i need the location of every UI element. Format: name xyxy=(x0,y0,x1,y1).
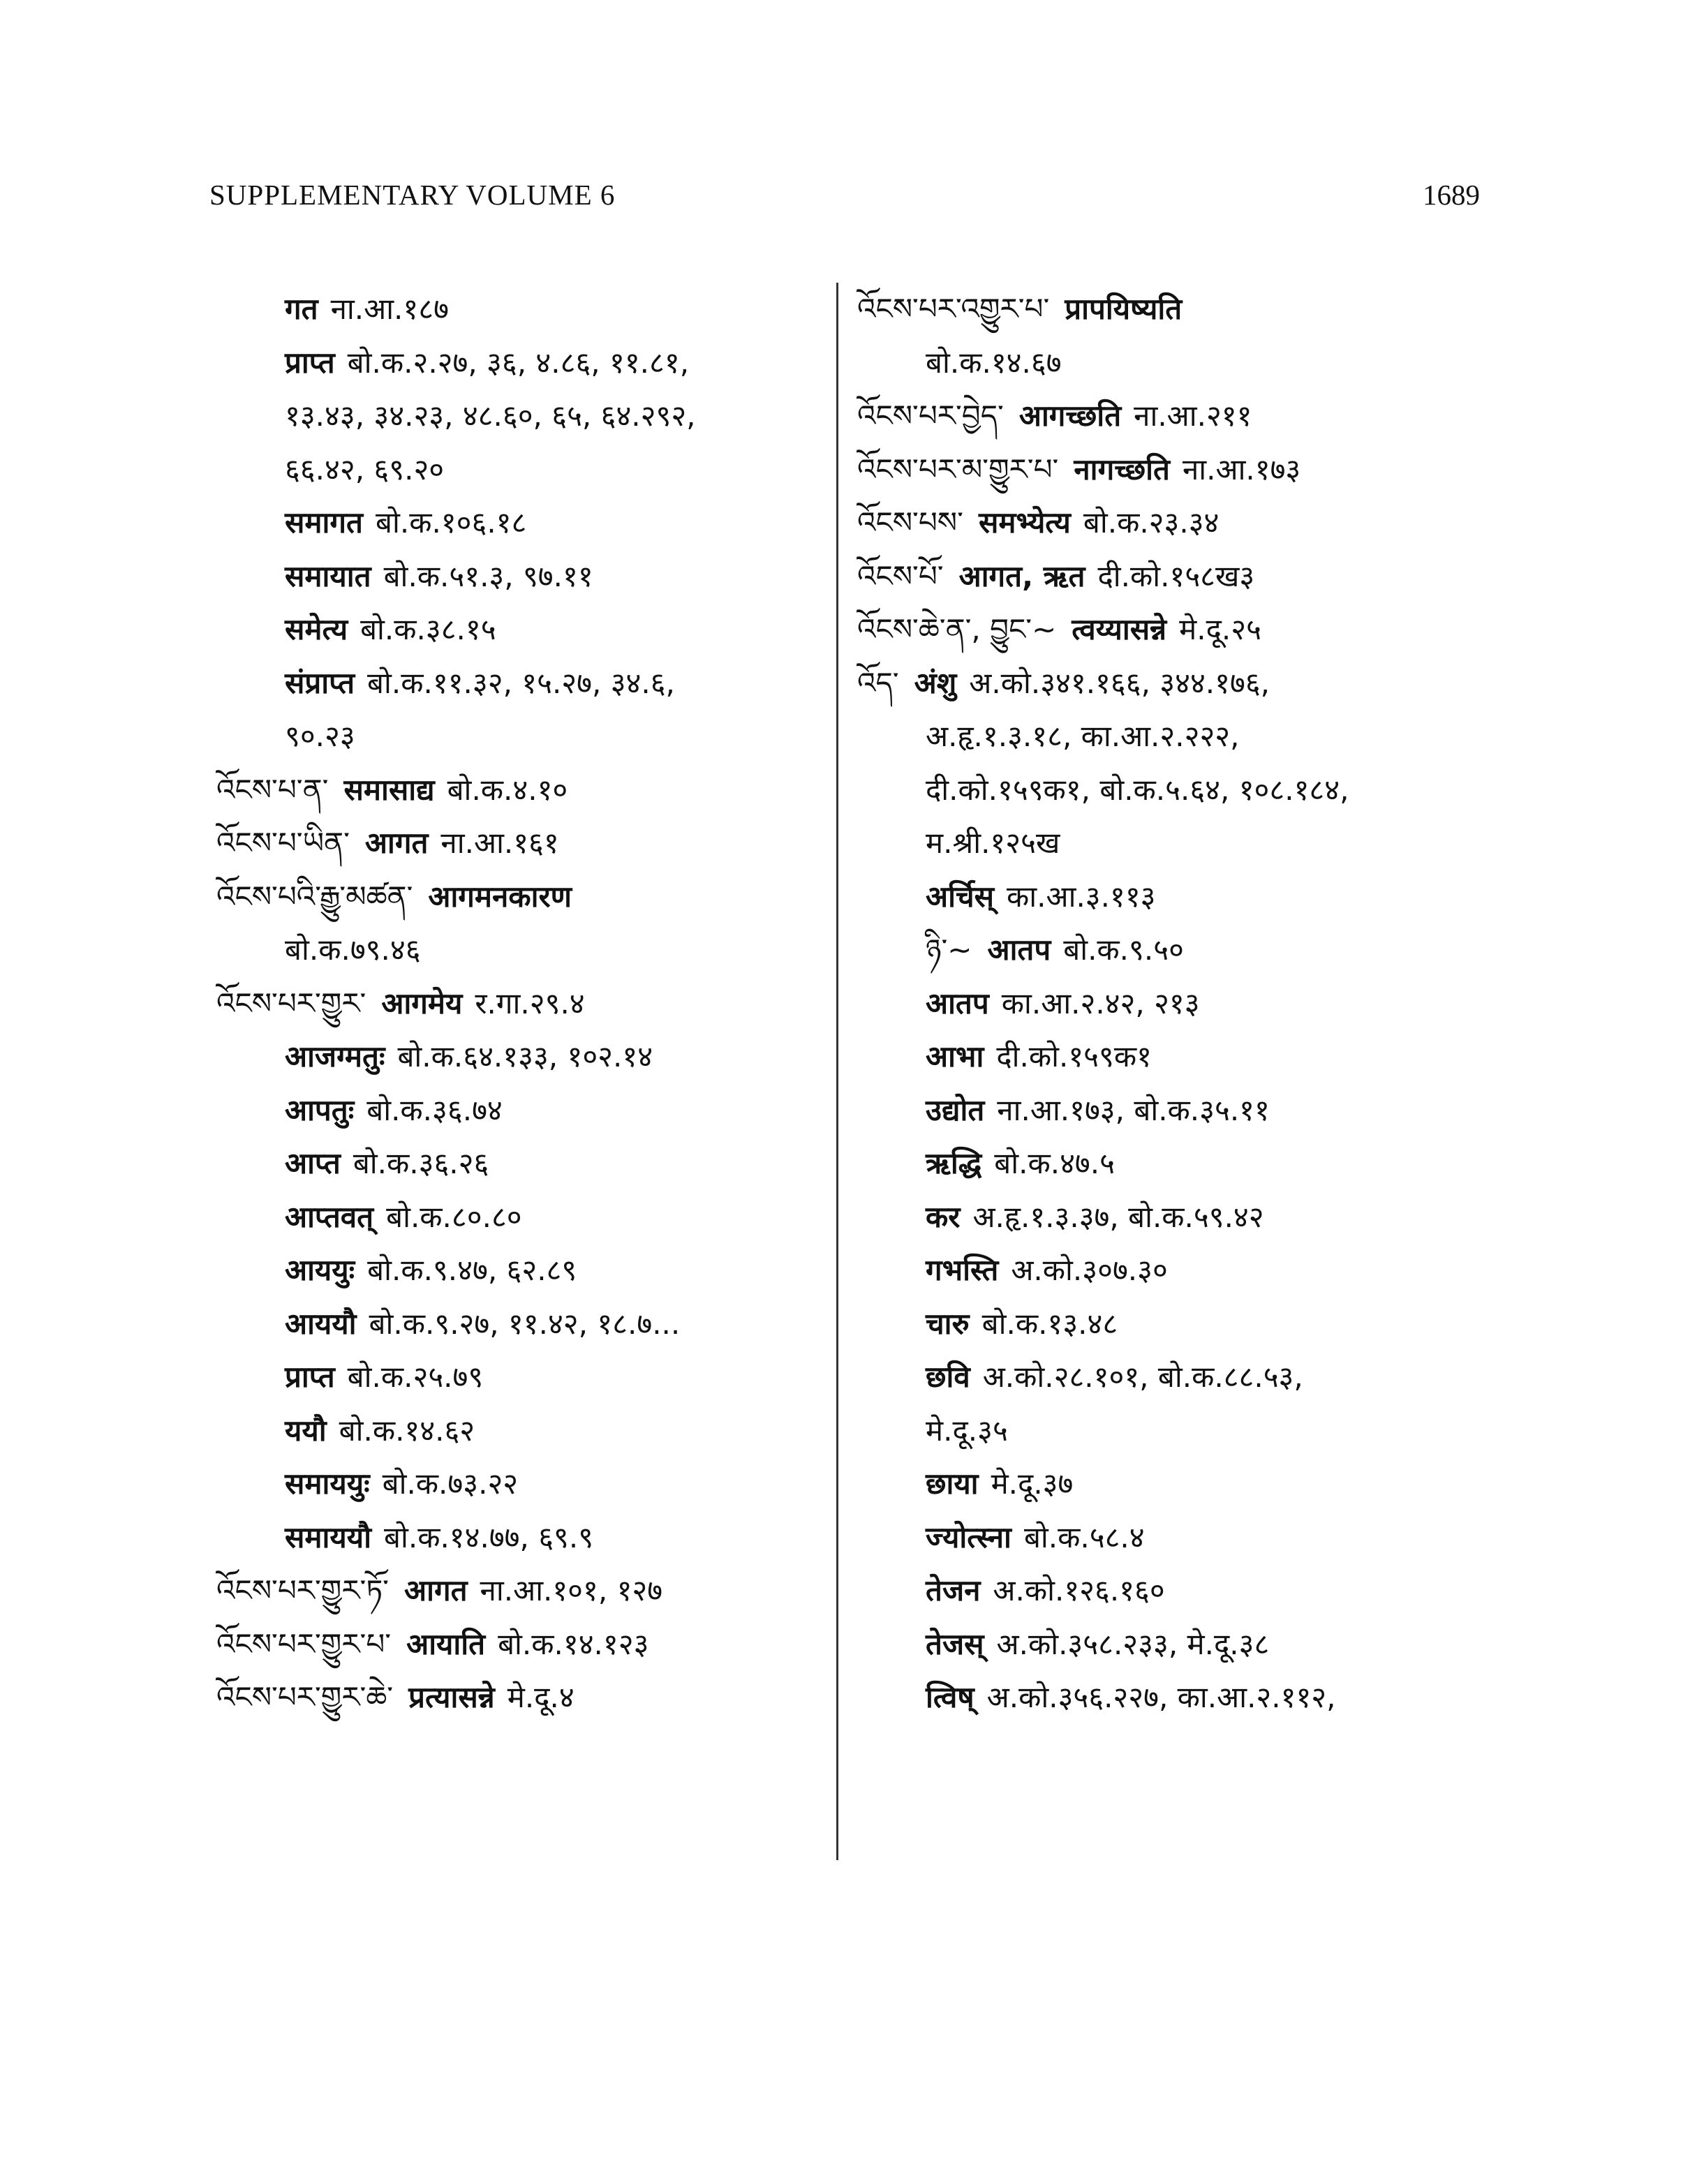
dictionary-entry xyxy=(216,1030,824,1084)
page-header xyxy=(209,178,1480,227)
source-reference: अ.को.३४१.१६६, ३४४.१७६, xyxy=(969,665,1270,700)
sanskrit-headword: तेजस् xyxy=(926,1626,984,1661)
dictionary-entry xyxy=(216,1511,824,1565)
source-reference: ना.आ.१६१ xyxy=(440,826,559,860)
tibetan-term: འོད་ xyxy=(857,665,899,700)
sanskrit-headword: ज्योत्स्ना xyxy=(926,1520,1011,1554)
dictionary-entry xyxy=(216,1404,824,1458)
tibetan-term: འོངས་པར་འགྱུར་པ་ xyxy=(857,292,1050,326)
source-reference: अ.को.२८.१०१, बो.क.८८.५३, xyxy=(982,1360,1303,1394)
dictionary-entry xyxy=(857,496,1485,550)
source-reference: बो.क.९.५० xyxy=(1063,933,1184,967)
source-reference: का.आ.३.११३ xyxy=(1007,879,1156,914)
dictionary-entry xyxy=(216,1137,824,1191)
source-reference: बो.क.९.२७, ११.४२, १८.७... xyxy=(369,1306,681,1341)
source-reference: अ.हृ.१.३.१८, का.आ.२.२२२, xyxy=(926,719,1240,753)
sanskrit-headword: त्विष् xyxy=(926,1680,974,1714)
column-divider xyxy=(836,283,838,1860)
dictionary-entry xyxy=(216,550,824,604)
sanskrit-headword: आययुः xyxy=(285,1253,355,1287)
dictionary-entry xyxy=(216,870,824,924)
source-reference: अ.को.३०७.३० xyxy=(1011,1253,1168,1287)
tibetan-term: འོངས་པ་ན་ xyxy=(216,772,329,807)
dictionary-entry xyxy=(857,977,1485,1031)
source-reference: बो.क.११.३२, १५.२७, ३४.६, xyxy=(367,665,675,700)
dictionary-entry xyxy=(216,764,824,817)
source-reference: बो.क.१०६.१८ xyxy=(375,505,527,540)
dictionary-entry xyxy=(216,389,824,443)
dictionary-entry xyxy=(216,1564,824,1618)
sanskrit-headword: ययौ xyxy=(285,1413,327,1448)
source-reference: ना.आ.१०१, १२७ xyxy=(480,1573,663,1607)
sanskrit-headword: प्रापयिष्यति xyxy=(1065,292,1183,326)
source-reference: बो.क.३८.१५ xyxy=(360,612,496,646)
sanskrit-headword: आप्त xyxy=(285,1146,341,1180)
dictionary-entry xyxy=(216,283,824,336)
source-reference: बो.क.६४.१३३, १०२.१४ xyxy=(397,1039,653,1074)
source-reference: दी.को.१५८ख३ xyxy=(1097,558,1255,593)
sanskrit-headword: गत xyxy=(285,292,318,326)
dictionary-entry xyxy=(857,923,1485,977)
source-reference: दी.को.१५९क१ xyxy=(996,1039,1152,1074)
source-reference: बो.क.८०.८० xyxy=(386,1199,522,1234)
sanskrit-headword: अर्चिस् xyxy=(926,879,995,914)
sanskrit-headword: आगच्छति xyxy=(1018,399,1122,433)
sanskrit-headword: आगमनकारण xyxy=(428,879,572,914)
sanskrit-headword: संप्राप्त xyxy=(285,665,355,700)
sanskrit-headword: आयाति xyxy=(406,1626,486,1661)
sanskrit-headword: आपतुः xyxy=(285,1092,355,1127)
dictionary-entry xyxy=(216,657,824,711)
tibetan-term: འོངས་པའི་རྒྱུ་མཚན་ xyxy=(216,879,413,914)
source-reference: दी.को.१५९क१, बो.क.५.६४, १०८.१८४, xyxy=(926,772,1349,807)
sanskrit-headword: आतप xyxy=(926,986,989,1020)
dictionary-entry xyxy=(857,550,1485,604)
sanskrit-headword: समाययौ xyxy=(285,1520,371,1554)
tibetan-term: འོངས་པར་གྱུར་ཏོ་ xyxy=(216,1573,390,1607)
dictionary-entry xyxy=(857,657,1485,711)
sanskrit-headword: समासाद्य xyxy=(343,772,435,807)
sanskrit-headword: आतप xyxy=(987,933,1051,967)
sanskrit-headword: आगत xyxy=(404,1573,468,1607)
source-reference: बो.क.३६.२६ xyxy=(353,1146,489,1180)
dictionary-entry xyxy=(216,1457,824,1511)
dictionary-entry xyxy=(857,764,1485,817)
source-reference: बो.क.७९.४६ xyxy=(285,933,421,967)
dictionary-entry xyxy=(857,1457,1485,1511)
sanskrit-headword: उद्योत xyxy=(926,1092,985,1127)
source-reference: अ.को.३५६.२२७, का.आ.२.११२, xyxy=(986,1680,1336,1714)
source-reference: बो.क.५८.४ xyxy=(1023,1520,1145,1554)
source-reference: अ.हृ.१.३.३७, बो.क.५९.४२ xyxy=(972,1199,1264,1234)
tibetan-term: འོངས་པར་གྱུར་ xyxy=(216,986,366,1020)
sanskrit-headword: चारु xyxy=(926,1306,970,1341)
sanskrit-headword: आप्तवत् xyxy=(285,1199,374,1234)
sanskrit-headword: त्वय्यासन्ने xyxy=(1072,612,1167,646)
source-reference: र.गा.२९.४ xyxy=(475,986,585,1020)
dictionary-entry xyxy=(857,1298,1485,1351)
source-reference: ना.आ.१८७ xyxy=(330,292,449,326)
tibetan-term: འོངས་པོ་ xyxy=(857,558,944,593)
source-reference: ९०.२३ xyxy=(285,719,355,753)
tibetan-term: འོངས་པར་མ་གྱུར་པ་ xyxy=(857,452,1059,486)
source-reference: बो.क.५१.३, ९७.११ xyxy=(383,558,593,593)
sanskrit-headword: आगत xyxy=(364,826,429,860)
dictionary-entry xyxy=(216,1191,824,1245)
dictionary-entry xyxy=(857,1618,1485,1672)
dictionary-entry xyxy=(857,1030,1485,1084)
dictionary-entry xyxy=(216,977,824,1031)
tibetan-term: འོངས་པས་ xyxy=(857,505,963,540)
dictionary-entry xyxy=(857,710,1485,764)
sanskrit-headword: समभ्येत्य xyxy=(978,505,1071,540)
source-reference: बो.क.१३.४८ xyxy=(981,1306,1118,1341)
sanskrit-headword: प्राप्त xyxy=(285,1360,335,1394)
dictionary-entry xyxy=(857,443,1485,497)
dictionary-entry xyxy=(857,870,1485,924)
page-number: 1689 xyxy=(1423,179,1480,211)
sanskrit-headword: अंशु xyxy=(914,665,957,700)
dictionary-entry xyxy=(216,923,824,977)
dictionary-entry xyxy=(216,1671,824,1725)
source-reference: म.श्री.१२५ख xyxy=(926,826,1060,860)
source-reference: बो.क.४.१० xyxy=(447,772,568,807)
source-reference: ना.आ.२११ xyxy=(1134,399,1252,433)
dictionary-entry xyxy=(857,1084,1485,1138)
source-reference: बो.क.२३.३४ xyxy=(1083,505,1220,540)
source-reference: बो.क.१४.१२३ xyxy=(498,1626,649,1661)
sanskrit-headword: आभा xyxy=(926,1039,984,1074)
sanskrit-headword: आगत, ऋत xyxy=(958,558,1085,593)
source-reference: ना.आ.१७३, बो.क.३५.११ xyxy=(997,1092,1270,1127)
sanskrit-headword: ऋद्धि xyxy=(926,1146,982,1180)
dictionary-entry xyxy=(216,1084,824,1138)
sanskrit-headword: प्राप्त xyxy=(285,345,335,380)
sanskrit-headword: छाया xyxy=(926,1466,979,1501)
source-reference: बो.क.३६.७४ xyxy=(366,1092,503,1127)
dictionary-entry xyxy=(216,1298,824,1351)
dictionary-entry xyxy=(857,817,1485,870)
sanskrit-headword: आजग्मतुः xyxy=(285,1039,385,1074)
source-reference: अ.को.१२६.१६० xyxy=(993,1573,1165,1607)
tibetan-term: ཉི་~ xyxy=(926,933,972,967)
dictionary-entry xyxy=(216,603,824,657)
sanskrit-headword: तेजन xyxy=(926,1573,981,1607)
dictionary-entry xyxy=(216,1618,824,1672)
sanskrit-headword: समागत xyxy=(285,505,363,540)
source-reference: मे.दू.२५ xyxy=(1179,612,1261,646)
running-head: SUPPLEMENTARY VOLUME 6 xyxy=(209,179,616,211)
dictionary-entry xyxy=(857,1564,1485,1618)
dictionary-entry xyxy=(857,1137,1485,1191)
source-reference: मे.दू.३७ xyxy=(991,1466,1074,1501)
source-reference: बो.क.४७.५ xyxy=(994,1146,1115,1180)
sanskrit-headword: प्रत्यासन्ने xyxy=(408,1680,495,1714)
dictionary-entry xyxy=(857,1404,1485,1458)
dictionary-entry xyxy=(857,1511,1485,1565)
source-reference: का.आ.२.४२, २१३ xyxy=(1001,986,1200,1020)
source-reference: ६६.४२, ६९.२० xyxy=(285,452,445,486)
source-reference: मे.दू.४ xyxy=(507,1680,575,1714)
dictionary-entry xyxy=(216,336,824,390)
dictionary-entry xyxy=(216,443,824,497)
source-reference: बो.क.२५.७९ xyxy=(347,1360,484,1394)
source-reference: मे.दू.३५ xyxy=(926,1413,1008,1448)
source-reference: बो.क.९.४७, ६२.८९ xyxy=(367,1253,577,1287)
left-column xyxy=(216,283,824,1725)
sanskrit-headword: गभस्ति xyxy=(926,1253,999,1287)
sanskrit-headword: आगमेय xyxy=(381,986,463,1020)
dictionary-entry xyxy=(857,603,1485,657)
dictionary-entry xyxy=(857,389,1485,443)
right-column xyxy=(857,283,1485,1725)
sanskrit-headword: आययौ xyxy=(285,1306,357,1341)
dictionary-entry xyxy=(216,817,824,870)
dictionary-entry xyxy=(857,336,1485,390)
dictionary-entry xyxy=(216,710,824,764)
tibetan-term: འོངས་པ་ཡིན་ xyxy=(216,826,350,860)
source-reference: १३.४३, ३४.२३, ४८.६०, ६५, ६४.२९२, xyxy=(285,399,696,433)
source-reference: बो.क.२.२७, ३६, ४.८६, ११.८१, xyxy=(347,345,690,380)
tibetan-term: འོངས་པར་གྱུར་པ་ xyxy=(216,1626,392,1661)
dictionary-entry xyxy=(857,1671,1485,1725)
dictionary-entry xyxy=(857,1191,1485,1245)
dictionary-entry xyxy=(857,283,1485,336)
source-reference: बो.क.१४.६२ xyxy=(339,1413,475,1448)
dictionary-entry xyxy=(216,1351,824,1404)
tibetan-term: འོངས་པར་བྱེད་ xyxy=(857,399,1004,433)
dictionary-entry xyxy=(857,1244,1485,1298)
dictionary-entry xyxy=(857,1351,1485,1404)
source-reference: बो.क.१४.६७ xyxy=(926,345,1062,380)
sanskrit-headword: नागच्छति xyxy=(1074,452,1170,486)
source-reference: बो.क.१४.७७, ६९.९ xyxy=(383,1520,594,1554)
tibetan-term: འོངས་ཆེ་ན་, བྱུང་~ xyxy=(857,612,1057,646)
source-reference: अ.को.३५८.२३३, मे.दू.३८ xyxy=(996,1626,1270,1661)
sanskrit-headword: छवि xyxy=(926,1360,970,1394)
sanskrit-headword: समायात xyxy=(285,558,371,593)
tibetan-term: འོངས་པར་གྱུར་ཆེ་ xyxy=(216,1680,394,1714)
sanskrit-headword: समेत्य xyxy=(285,612,348,646)
dictionary-entry xyxy=(216,496,824,550)
dictionary-entry xyxy=(216,1244,824,1298)
sanskrit-headword: समाययुः xyxy=(285,1466,370,1501)
sanskrit-headword: कर xyxy=(926,1199,961,1234)
source-reference: ना.आ.१७३ xyxy=(1182,452,1301,486)
source-reference: बो.क.७३.२२ xyxy=(382,1466,519,1501)
